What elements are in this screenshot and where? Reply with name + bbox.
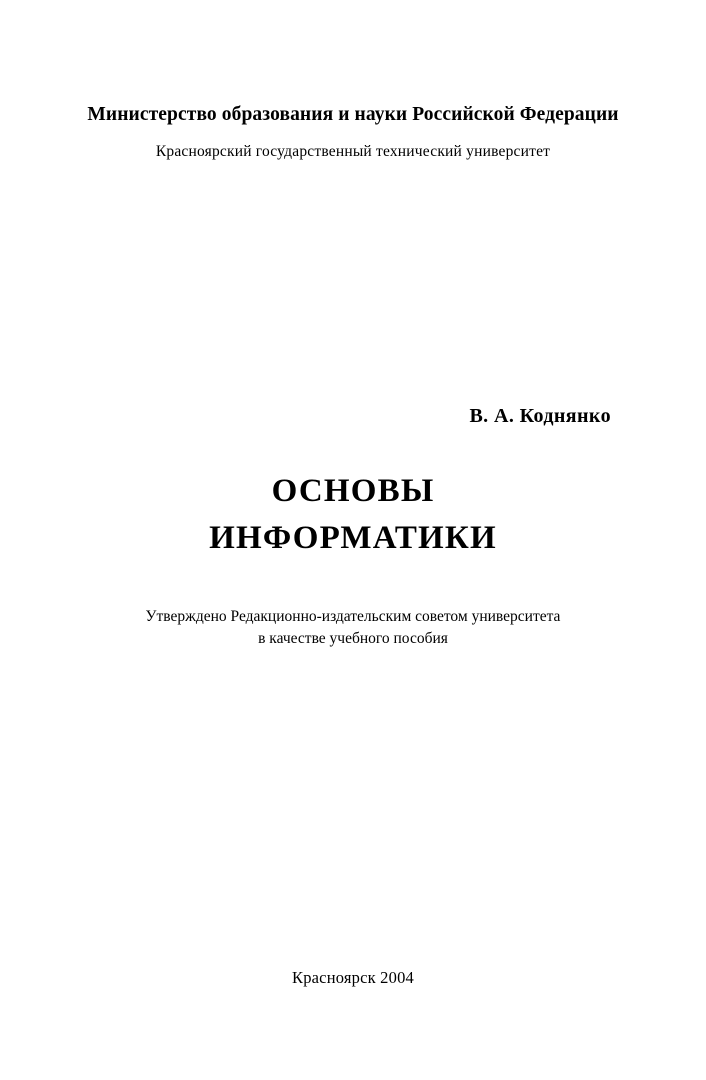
imprint-place-year: Красноярск 2004 (292, 968, 414, 987)
author-name: В. А. Коднянко (469, 405, 611, 427)
approval-line-2: в качестве учебного пособия (258, 630, 448, 648)
approval-line-1: Утверждено Редакционно-издательским советом университета (145, 608, 561, 625)
book-title (0, 468, 706, 562)
institution-line: Красноярский государственный технический университет (155, 143, 551, 160)
publisher-ministry-line: Министерство образования и науки Российской Федерации (87, 104, 619, 125)
book-title-line-2: ИНФОРМАТИКИ (209, 519, 497, 556)
book-title-line-1: ОСНОВЫ (271, 473, 435, 509)
approval-statement (0, 606, 706, 651)
